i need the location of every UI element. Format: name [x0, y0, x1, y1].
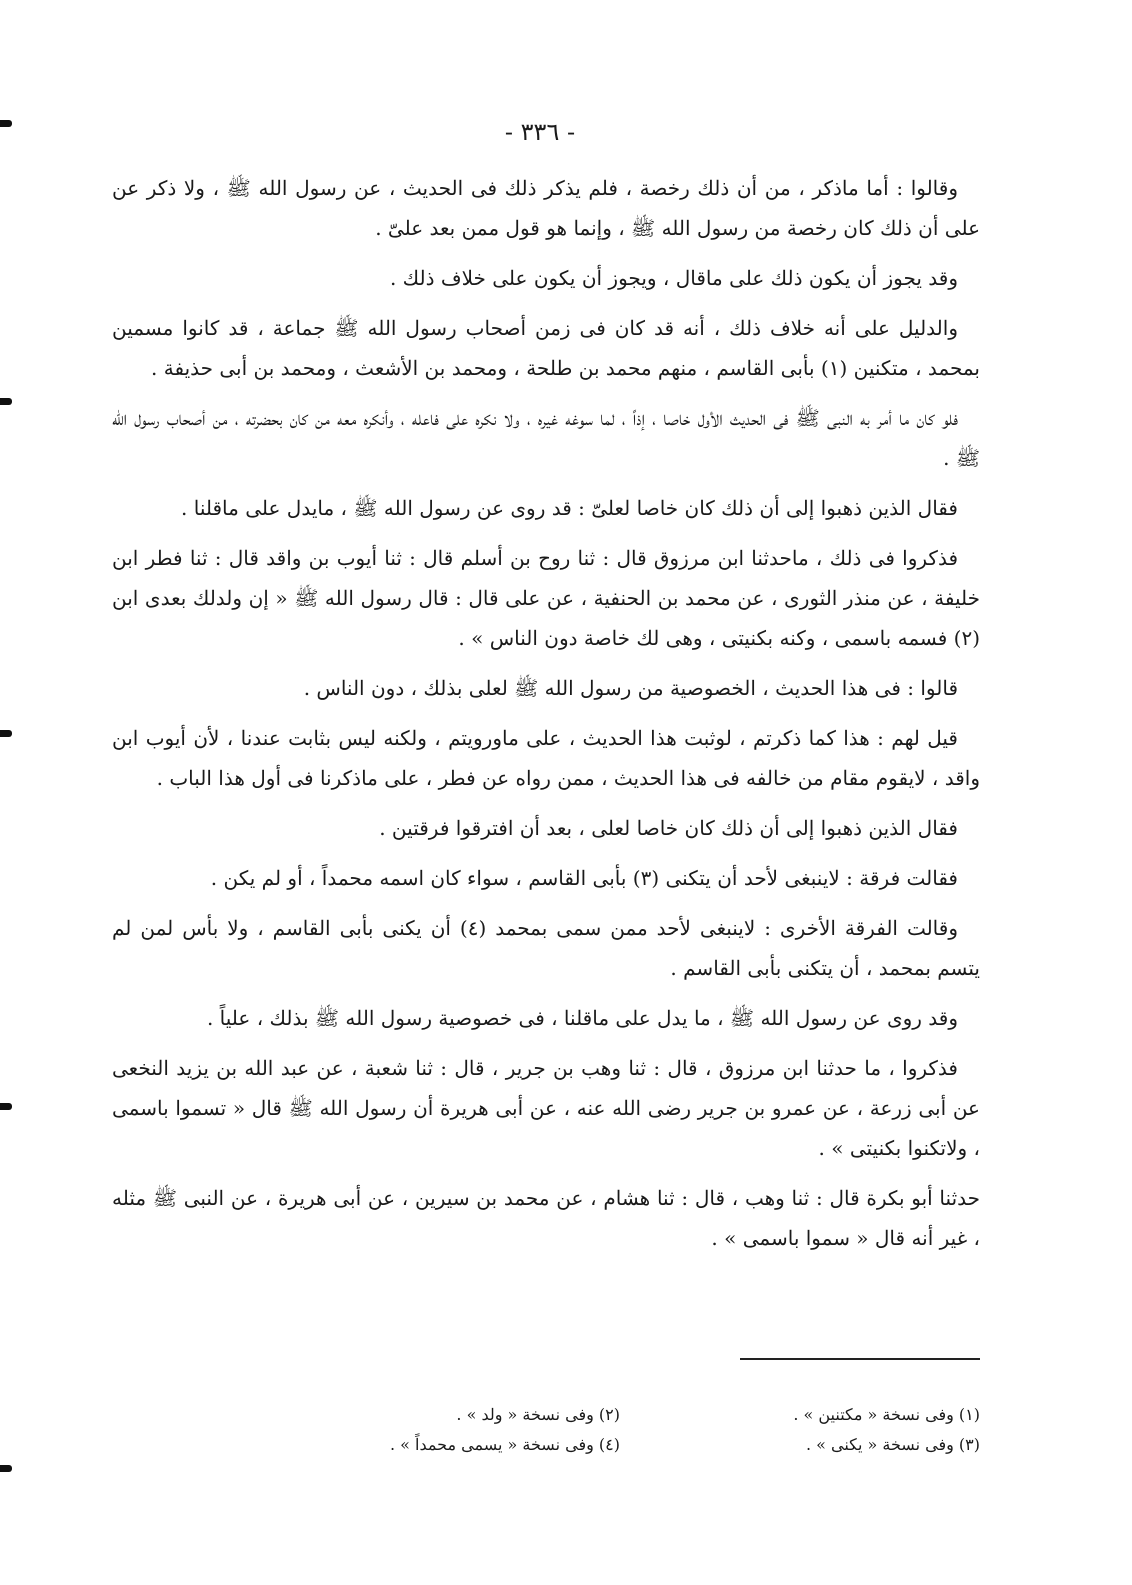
paragraph: قالوا : فى هذا الحديث ، الخصوصية من رسول الله ﷺ لعلى بذلك ، دون الناس . — [303, 676, 958, 700]
paragraph: فقالت فرقة : لاينبغى لأحد أن يتكنى (٣) بأبى القاسم ، سواء كان اسمه محمداً ، أو لم يكن . — [210, 866, 958, 890]
main-text — [112, 168, 980, 1268]
paragraph: حدثنا أبو بكرة قال : ثنا وهب ، قال : ثنا هشام ، عن محمد بن سيرين ، عن أبى هريرة ، عن النبى ﷺ مثله ، غير أنه قال « سموا باسمى » . — [112, 1186, 980, 1250]
paragraph: فذكروا ، ما حدثنا ابن مرزوق ، قال : ثنا وهب بن جرير ، قال : ثنا شعبة ، عن عبد الله بن يزيد النخعى عن أبى زرعة ، عن عمرو بن جرير رضى الله عنه ، عن أبى هريرة أن رسول الله ﷺ قال « تسموا باسمى ، ولاتكنوا بكنيتى » . — [112, 1056, 980, 1160]
paragraph: قيل لهم : هذا كما ذكرتم ، لوثبت هذا الحديث ، على ماورويتم ، ولكنه ليس بثابت عندنا ، لأن أيوب ابن واقد ، لايقوم مقام من خالفه فى هذا الحديث ، ممن رواه عن فطر ، على ماذكرنا فى أول هذا الباب . — [112, 726, 980, 790]
footnote-3: (٣) وفى نسخة « يكنى » . — [805, 1435, 980, 1454]
footnote-4: (٤) وفى نسخة « يسمى محمداً » . — [390, 1435, 620, 1454]
scan-mark — [0, 1465, 12, 1472]
paragraph: فلو كان ما أمر به النبى ﷺ فى الحديث الأول خاصا ، إذاً ، لما سوغه غيره ، ولا نكره على فاعله ، وأنكره معه من كان بحضرته ، من أصحاب رسول الله ﷺ . — [112, 406, 980, 470]
paragraph: فقال الذين ذهبوا إلى أن ذلك كان خاصا لعلىّ : قد روى عن رسول الله ﷺ ، مايدل على ماقلنا . — [181, 496, 958, 520]
scan-mark — [0, 1103, 12, 1110]
paragraph: وقد يجوز أن يكون ذلك على ماقال ، ويجوز أن يكون على خلاف ذلك . — [389, 266, 958, 290]
scan-mark — [0, 398, 12, 405]
footnotes — [300, 1400, 980, 1460]
paragraph: وقالوا : أما ماذكر ، من أن ذلك رخصة ، فلم يذكر ذلك فى الحديث ، عن رسول الله ﷺ ، ولا ذكر عن على أن ذلك كان رخصة من رسول الله ﷺ ، وإنما هو قول ممن بعد علىّ . — [112, 176, 980, 240]
paragraph: وقالت الفرقة الأخرى : لاينبغى لأحد ممن سمى بمحمد (٤) أن يكنى بأبى القاسم ، ولا بأس لمن لم يتسم بمحمد ، أن يتكنى بأبى القاسم . — [112, 916, 980, 980]
paragraph: فقال الذين ذهبوا إلى أن ذلك كان خاصا لعلى ، بعد أن افترقوا فرقتين . — [379, 816, 958, 840]
footnote-2: (٢) وفى نسخة « ولد » . — [456, 1405, 620, 1424]
footnote-divider — [740, 1358, 980, 1360]
paragraph: وقد روى عن رسول الله ﷺ ، ما يدل على ماقلنا ، فى خصوصية رسول الله ﷺ بذلك ، علياً . — [206, 1006, 958, 1030]
paragraph: فذكروا فى ذلك ، ماحدثنا ابن مرزوق قال : ثنا روح بن أسلم قال : ثنا أيوب بن واقد قال : ثنا فطر ابن خليفة ، عن منذر الثورى ، عن محمد بن الحنفية ، عن على قال : قال رسول الله ﷺ « إن ولدلك بعدى ابن (٢) فسمه باسمى ، وكنه بكنيتى ، وهى لك خاصة دون الناس » . — [112, 546, 980, 650]
scan-mark — [0, 730, 12, 737]
footnote-1: (١) وفى نسخة « مكتنين » . — [793, 1405, 980, 1424]
page-number: - ٣٣٦ - — [504, 118, 576, 146]
paragraph: والدليل على أنه خلاف ذلك ، أنه قد كان فى زمن أصحاب رسول الله ﷺ جماعة ، قد كانوا مسمين بمحمد ، متكنين (١) بأبى القاسم ، منهم محمد بن طلحة ، ومحمد بن الأشعث ، ومحمد بن أبى حذيفة . — [112, 316, 980, 380]
